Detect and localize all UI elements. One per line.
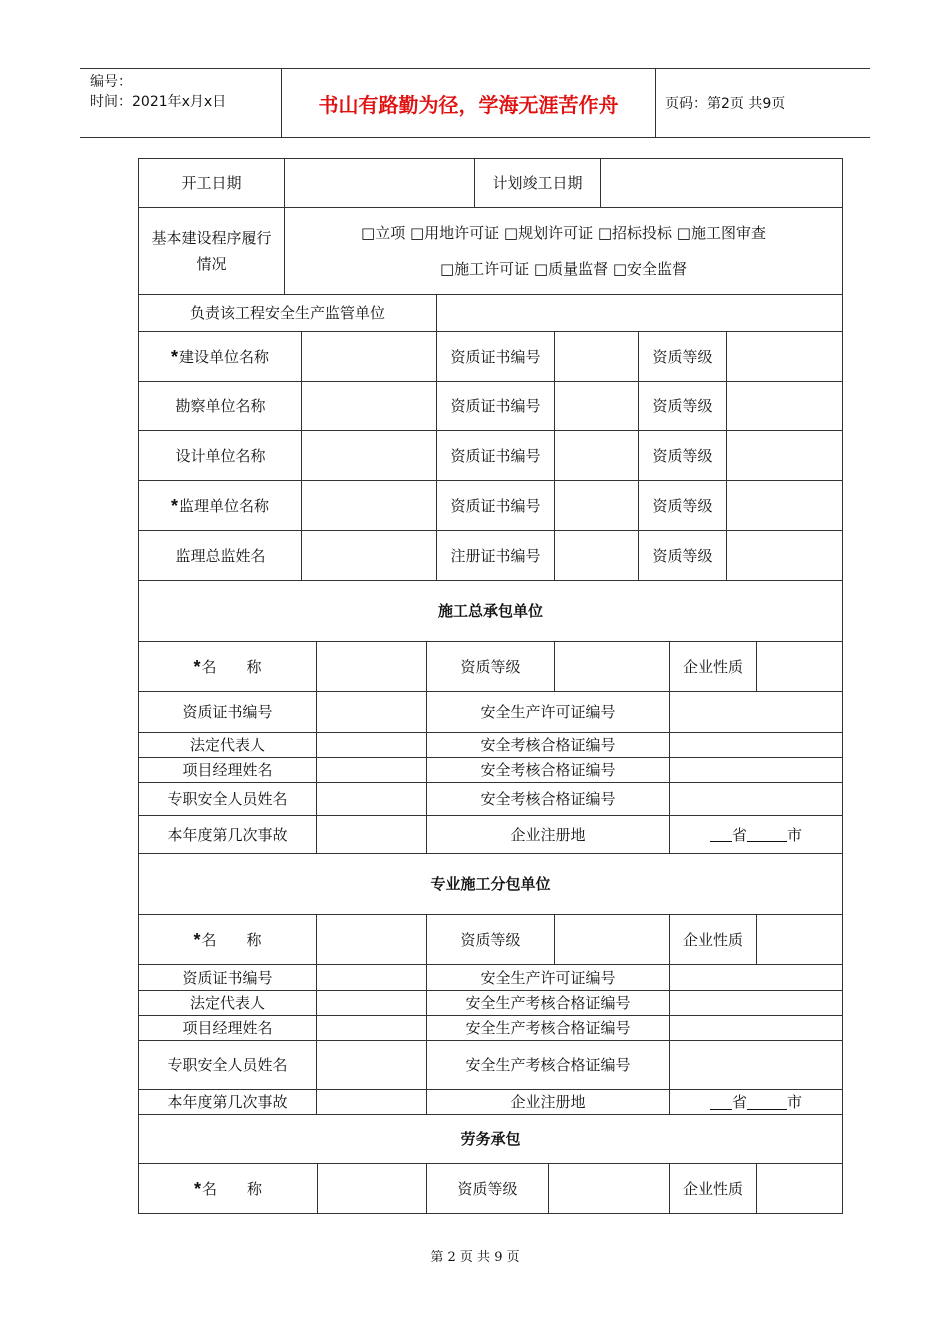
gc-permit-field[interactable] [669, 691, 843, 733]
gc-reg-place-field[interactable] [669, 815, 843, 854]
sc-cert-label: 资质证书编号 [138, 964, 317, 991]
lc-grade-field[interactable] [548, 1163, 670, 1214]
sc-assess-label: 安全生产考核合格证编号 [426, 1040, 670, 1090]
lc-nature-label: 企业性质 [669, 1163, 757, 1214]
gc-permit-label: 安全生产许可证编号 [426, 691, 670, 733]
city-label: 市 [787, 1093, 803, 1111]
grade-label: 资质等级 [638, 430, 727, 481]
cert-field[interactable] [554, 530, 639, 581]
unit-name-field[interactable] [301, 480, 437, 531]
grade-label: 资质等级 [638, 331, 727, 382]
grade-label: 资质等级 [638, 530, 727, 581]
grade-field[interactable] [726, 381, 843, 431]
cert-field[interactable] [554, 331, 639, 382]
gc-cert-label: 资质证书编号 [138, 691, 317, 733]
city-blank[interactable] [747, 1095, 787, 1110]
page-footer: 第 2 页 共 9 页 [430, 1250, 520, 1265]
province-blank[interactable] [710, 827, 732, 842]
gc-nature-field[interactable] [756, 641, 843, 692]
sub-contractor-title: 专业施工分包单位 [138, 853, 843, 915]
required-mark: * [193, 929, 201, 950]
gc-safety-staff-label: 专职安全人员姓名 [138, 782, 317, 816]
unit-name-text: 建设单位名称 [179, 347, 270, 366]
cert-field[interactable] [554, 480, 639, 531]
grade-label: 资质等级 [638, 381, 727, 431]
sc-permit-field[interactable] [669, 964, 843, 991]
gc-grade-field[interactable] [554, 641, 670, 692]
unit-name-field[interactable] [301, 381, 437, 431]
grade-label: 资质等级 [638, 480, 727, 531]
sc-name-label [138, 914, 317, 965]
procedure-options[interactable] [284, 207, 843, 295]
gc-legal-rep-field[interactable] [316, 732, 427, 758]
grade-field[interactable] [726, 331, 843, 382]
required-mark: * [193, 1178, 201, 1199]
cert-label: 资质证书编号 [436, 331, 555, 382]
sc-accident-label: 本年度第几次事故 [138, 1089, 317, 1115]
province-label: 省 [731, 1093, 747, 1111]
province-label: 省 [731, 825, 747, 844]
sc-legal-rep-label: 法定代表人 [138, 990, 317, 1016]
gc-assess-label: 安全考核合格证编号 [426, 757, 670, 783]
gc-nature-label: 企业性质 [669, 641, 757, 692]
page-label: 页码：第2页 共9页 [665, 96, 786, 112]
unit-name-label [138, 430, 302, 481]
province-blank[interactable] [710, 1095, 732, 1110]
gc-pm-field[interactable] [316, 757, 427, 783]
required-mark: * [170, 346, 178, 367]
start-date-field[interactable] [284, 158, 475, 208]
sc-cert-field[interactable] [316, 964, 427, 991]
grade-field[interactable] [726, 480, 843, 531]
header-motto: 书山有路勤为径，学海无涯苦作舟 [282, 69, 656, 137]
procedure-label: 基本建设程序履行情况 [138, 207, 285, 295]
cert-label: 注册证书编号 [436, 530, 555, 581]
labor-contractor-title: 劳务承包 [138, 1114, 843, 1164]
cert-label: 资质证书编号 [436, 480, 555, 531]
gc-cert-field[interactable] [316, 691, 427, 733]
gc-legal-rep-label: 法定代表人 [138, 732, 317, 758]
planned-completion-label: 计划竣工日期 [474, 158, 601, 208]
sc-assess-field[interactable] [669, 1040, 843, 1090]
unit-name-label [138, 381, 302, 431]
lc-nature-field[interactable] [756, 1163, 843, 1214]
sc-name-field[interactable] [316, 914, 427, 965]
sc-name-text: 名 称 [201, 930, 262, 949]
sc-safety-staff-field[interactable] [316, 1040, 427, 1090]
cert-field[interactable] [554, 430, 639, 481]
start-date-label: 开工日期 [138, 158, 285, 208]
page-header [80, 68, 870, 138]
cert-label: 资质证书编号 [436, 381, 555, 431]
unit-name-text: 勘察单位名称 [175, 397, 266, 415]
sc-reg-place-label: 企业注册地 [426, 1089, 670, 1115]
unit-name-text: 监理总监姓名 [175, 546, 266, 565]
safety-supervisor-label: 负责该工程安全生产监管单位 [138, 294, 437, 332]
header-meta [80, 69, 282, 137]
sc-assess-field[interactable] [669, 990, 843, 1016]
procedure-options-line2[interactable]: □施工许可证 □质量监督 □安全监督 [439, 260, 688, 278]
general-contractor-title: 施工总承包单位 [138, 580, 843, 642]
procedure-options-line1[interactable]: □立项 □用地许可证 □规划许可证 □招标投标 □施工图审查 [361, 224, 766, 242]
safety-supervisor-field[interactable] [436, 294, 843, 332]
grade-field[interactable] [726, 430, 843, 481]
sc-pm-field[interactable] [316, 1015, 427, 1041]
unit-name-label [138, 480, 302, 531]
lc-grade-label: 资质等级 [426, 1163, 549, 1214]
unit-name-field[interactable] [301, 530, 437, 581]
city-blank[interactable] [747, 827, 787, 842]
gc-name-label [138, 641, 317, 692]
gc-safety-staff-field[interactable] [316, 782, 427, 816]
sc-assess-field[interactable] [669, 1015, 843, 1041]
unit-name-field[interactable] [301, 331, 437, 382]
gc-name-field[interactable] [316, 641, 427, 692]
gc-reg-place-label: 企业注册地 [426, 815, 670, 854]
gc-assess-label: 安全考核合格证编号 [426, 732, 670, 758]
unit-name-text: 监理单位名称 [179, 496, 270, 515]
time-label: 时间：2021年x月x日 [90, 94, 227, 110]
sc-grade-field[interactable] [554, 914, 670, 965]
grade-field[interactable] [726, 530, 843, 581]
gc-assess-field[interactable] [669, 782, 843, 816]
unit-name-text: 设计单位名称 [175, 446, 266, 465]
sc-safety-staff-label: 专职安全人员姓名 [138, 1040, 317, 1090]
sc-nature-field[interactable] [756, 914, 843, 965]
sc-legal-rep-field[interactable] [316, 990, 427, 1016]
gc-name-text: 名 称 [201, 657, 262, 676]
gc-assess-field[interactable] [669, 757, 843, 783]
sc-nature-label: 企业性质 [669, 914, 757, 965]
gc-pm-label: 项目经理姓名 [138, 757, 317, 783]
cert-field[interactable] [554, 381, 639, 431]
unit-name-label [138, 331, 302, 382]
gc-assess-field[interactable] [669, 732, 843, 758]
cert-label: 资质证书编号 [436, 430, 555, 481]
gc-accident-field[interactable] [316, 815, 427, 854]
required-mark: * [193, 656, 201, 677]
gc-grade-label: 资质等级 [426, 641, 555, 692]
lc-name-label [138, 1163, 318, 1214]
sc-assess-label: 安全生产考核合格证编号 [426, 1015, 670, 1041]
sc-pm-label: 项目经理姓名 [138, 1015, 317, 1041]
lc-name-field[interactable] [317, 1163, 427, 1214]
required-mark: * [170, 495, 178, 516]
sc-permit-label: 安全生产许可证编号 [426, 964, 670, 991]
sc-accident-field[interactable] [316, 1089, 427, 1115]
city-label: 市 [787, 825, 803, 844]
gc-assess-label: 安全考核合格证编号 [426, 782, 670, 816]
unit-name-field[interactable] [301, 430, 437, 481]
unit-name-label [138, 530, 302, 581]
number-label: 编号： [90, 74, 132, 90]
planned-completion-field[interactable] [600, 158, 843, 208]
sc-assess-label: 安全生产考核合格证编号 [426, 990, 670, 1016]
sc-reg-place-field[interactable] [669, 1089, 843, 1115]
lc-name-text: 名 称 [202, 1179, 263, 1198]
sc-grade-label: 资质等级 [426, 914, 555, 965]
gc-accident-label: 本年度第几次事故 [138, 815, 317, 854]
